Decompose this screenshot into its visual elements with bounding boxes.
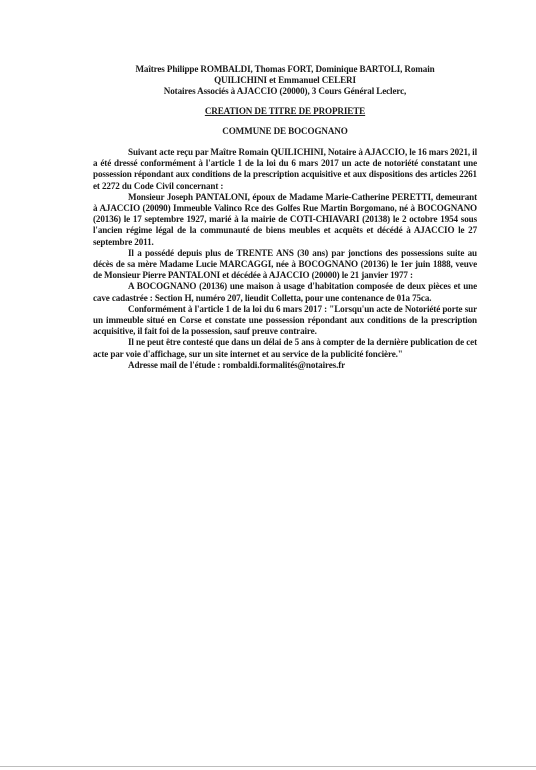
paragraph-deed: Suivant acte reçu par Maître Romain QUILICHINI, Notaire à AJACCIO, le 16 mars 2021, il a été dressé conformément à l'article 1 de la loi du 6 mars 2017 un acte de notoriété constatant une possession répondant aux conditions de la prescription acquisitive et aux dispositions des articles 2261 et 2272 du Code Civil concernant : xyxy=(93,147,477,191)
page-bottom-rule xyxy=(0,766,536,767)
header-line: Maîtres Philippe ROMBALDI, Thomas FORT, Dominique BARTOLI, Romain xyxy=(135,64,435,74)
paragraph-law: Conformément à l'article 1 de la loi du 6 mars 2017 : "Lorsqu'un acte de Notoriété porte sur un immeuble situé en Corse et constate une possession répondant aux conditions de la prescription acquisitive, il fait foi de la possession, sauf preuve contraire. xyxy=(93,303,477,337)
paragraph-owner: Monsieur Joseph PANTALONI, époux de Madame Marie-Catherine PERETTI, demeurant à AJACCIO (20090) Immeuble Valinco Rce des Golfes Rue Martin Borgomano, né à BOCOGNANO (20136) le 17 septembre 1927, marié à la mairie de COTI-CHIAVARI (20138) le 2 octobre 1954 sous l'ancien régime légal de la communauté de biens meubles et acquêts et décédé à AJACCIO le 27 septembre 2011. xyxy=(93,191,477,247)
header-line: Notaires Associés à AJACCIO (20000), 3 Cours Général Leclerc, xyxy=(163,86,407,97)
notaries-header xyxy=(93,64,477,98)
paragraph-possession: Il a possédé depuis plus de TRENTE ANS (30 ans) par jonctions des possessions suite au décès de sa mère Madame Lucie MARCAGGI, née à BOCOGNANO (20136) le 1er juin 1888, veuve de Monsieur Pierre PANTALONI et décédée à AJACCIO (20000) le 21 janvier 1977 : xyxy=(93,247,477,281)
notice-content xyxy=(93,64,477,371)
commune-heading: COMMUNE DE BOCOGNANO xyxy=(222,125,348,136)
document-title: CREATION DE TITRE DE PROPRIETE xyxy=(204,105,366,116)
header-line: QUILICHINI et Emmanuel CELERI xyxy=(214,75,356,86)
paragraph-contest-period: Il ne peut être contesté que dans un délai de 5 ans à compter de la dernière publication de cet acte par voie d'affichage, sur un site internet et au service de la publicité foncière." xyxy=(93,337,477,359)
paragraph-property: A BOCOGNANO (20136) une maison à usage d'habitation composée de deux pièces et une cave cadastrée : Section H, numéro 207, lieudit Colletta, pour une contenance de 01a 75ca. xyxy=(93,281,477,303)
paragraph-email: Adresse mail de l'étude : rombaldi.formalités@notaires.fr xyxy=(128,359,346,370)
